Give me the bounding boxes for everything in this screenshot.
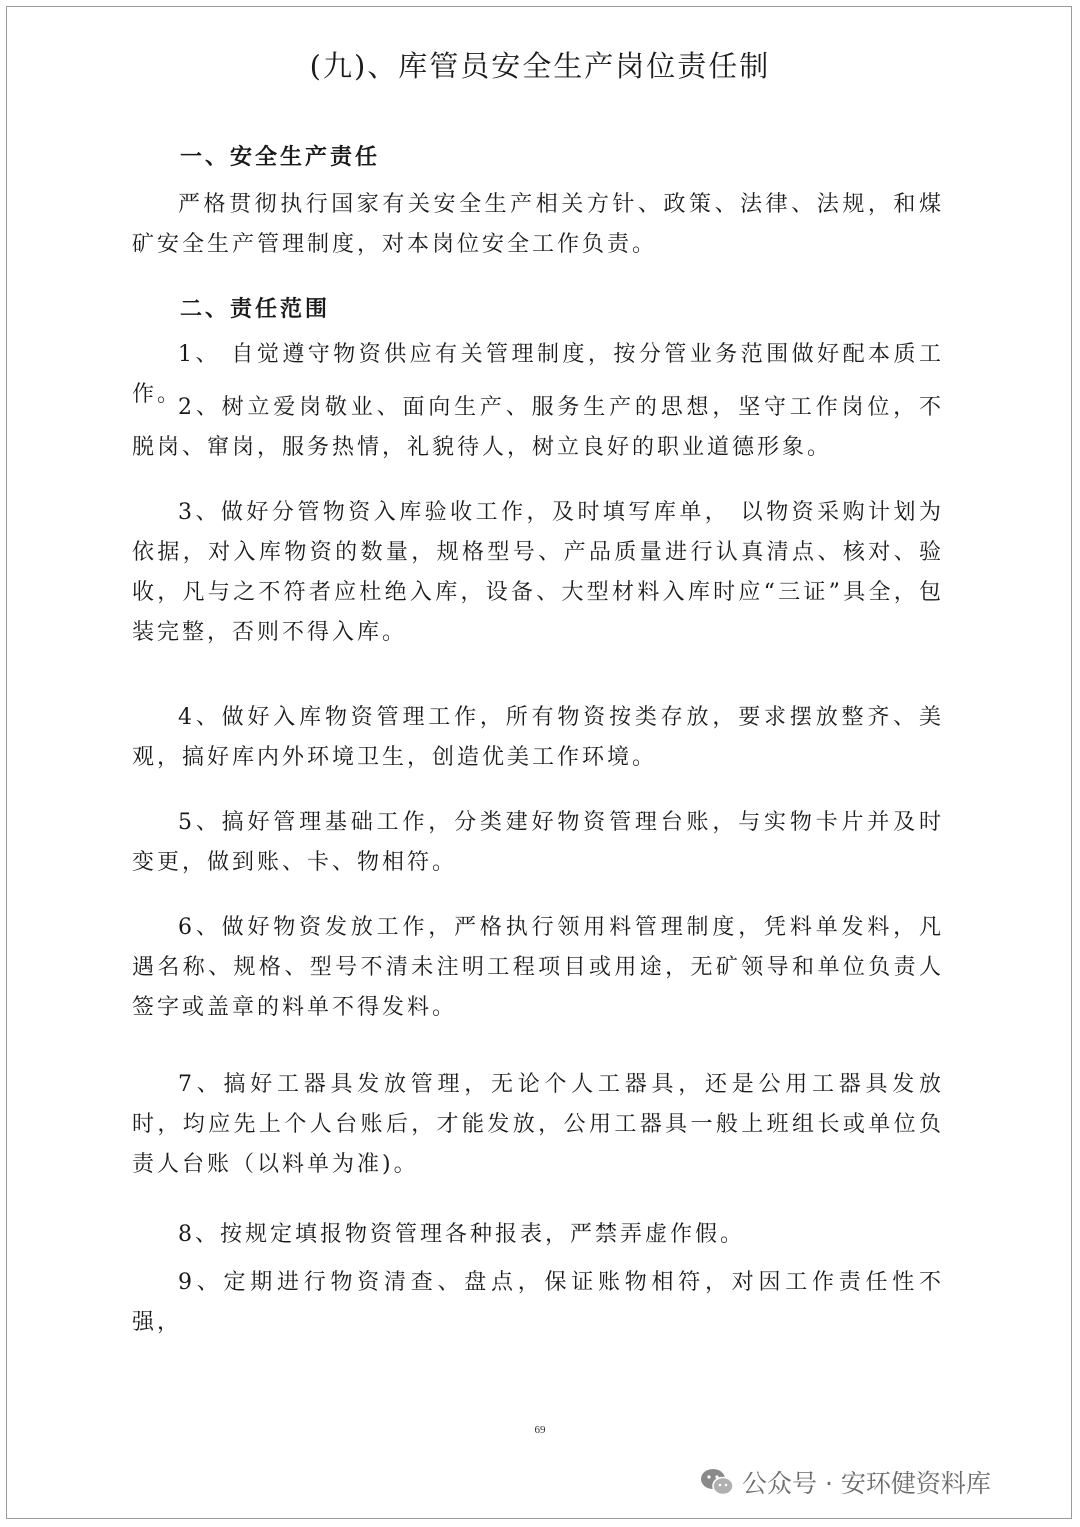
scope-item-4: 4、做好入库物资管理工作，所有物资按类存放，要求摆放整齐、美观，搞好库内外环境卫生，创造优美工作环境。 [132,705,944,770]
scope-item-9: 9、定期进行物资清查、盘点，保证账物相符，对因工作责任性不强， [132,1270,944,1335]
scope-item-3: 3、做好分管物资入库验收工作，及时填写库单， 以物资采购计划为依据，对入库物资的数量，规格型号、产品质量进行认真清点、核对、验收，凡与之不符者应杜绝入库，设备、大型材料入库时应“三证”具全，包装完整，否则不得入库。 [132,500,944,645]
scope-item-1: 1、 自觉遵守物资供应有关管理制度，按分管业务范围做好配本质工作。 [132,342,944,407]
scope-item-6: 6、做好物资发放工作，严格执行领用料管理制度，凭料单发料，凡遇名称、规格、型号不清未注明工程项目或用途，无矿领导和单位负责人签字或盖章的料单不得发料。 [132,915,944,1020]
scope-item-7: 7、搞好工器具发放管理，无论个人工器具，还是公用工器具发放时，均应先上个人台账后，才能发放，公用工器具一般上班组长或单位负责人台账（以料单为准)。 [132,1072,944,1177]
scope-item-8: 8、按规定填报物资管理各种报表，严禁弄虚作假。 [178,1222,745,1247]
scope-item-5: 5、搞好管理基础工作，分类建好物资管理台账，与实物卡片并及时变更，做到账、卡、物相符。 [132,810,944,875]
scope-item-2: 2、树立爱岗敬业、面向生产、服务生产的思想，坚守工作岗位，不脱岗、窜岗，服务热情，礼貌待人，树立良好的职业道德形象。 [132,395,944,460]
wechat-icon [700,1467,734,1497]
watermark-text: 公众号 · 安环健资料库 [742,1469,991,1498]
watermark [700,1462,991,1502]
section-heading-responsibility: 一、安全生产责任 [180,144,381,170]
section-heading-scope: 二、责任范围 [180,296,331,322]
document-title: (九)、库管员安全生产岗位责任制 [309,49,771,83]
page-number: 69 [534,1424,546,1436]
section-paragraph-responsibility: 严格贯彻执行国家有关安全生产相关方针、政策、法律、法规，和煤矿安全生产管理制度，对本岗位安全工作负责。 [132,192,944,257]
